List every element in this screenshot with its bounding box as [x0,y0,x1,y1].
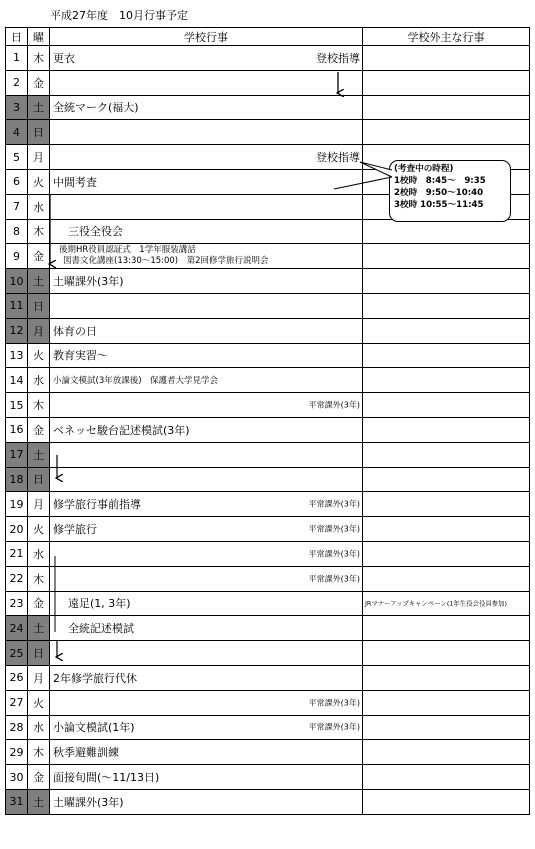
table-row [6,566,530,591]
school-event-cell [50,393,363,418]
external-event-cell [363,616,530,641]
external-event-cell [363,492,530,517]
external-event-cell [363,293,530,318]
external-event-cell [363,789,530,814]
note-text: 登校指導 [316,51,360,65]
note-text: 平常課外(3年) [308,400,360,410]
weekday-cell: 月 [28,492,50,517]
school-event-cell [50,293,363,318]
weekday-cell: 日 [28,641,50,666]
external-event-text: JRマナーアップキャンペーン(1年生役会役員参加) [365,599,508,608]
school-event-cell [50,616,363,641]
day-cell: 9 [6,244,28,269]
school-event-cell [50,95,363,120]
weekday-cell: 月 [28,145,50,170]
school-event-cell [50,46,363,71]
day-cell: 13 [6,343,28,368]
callout-line: 3校時 10:55～11:45 [394,200,484,210]
weekday-cell: 土 [28,442,50,467]
weekday-cell: 火 [28,690,50,715]
school-event-cell [50,120,363,145]
event-text: 修学旅行事前指導 [53,498,141,512]
day-cell: 23 [6,591,28,616]
day-cell: 21 [6,541,28,566]
day-cell: 29 [6,740,28,765]
school-event-cell [50,715,363,740]
weekday-cell: 金 [28,591,50,616]
table-row [6,641,530,666]
weekday-cell: 土 [28,269,50,294]
day-cell: 18 [6,467,28,492]
external-event-cell [363,318,530,343]
day-cell: 26 [6,665,28,690]
event-text: 小論文模試(3年放課後) 保護者大学見学会 [53,376,219,387]
school-event-cell [50,789,363,814]
school-event-cell [50,591,363,616]
day-cell: 28 [6,715,28,740]
external-event-cell [363,95,530,120]
day-cell: 1 [6,46,28,71]
weekday-cell: 水 [28,194,50,219]
weekday-cell: 金 [28,70,50,95]
school-event-cell [50,517,363,542]
weekday-cell: 木 [28,740,50,765]
header-weekday: 曜 [28,28,50,46]
school-event-cell [50,566,363,591]
table-row [6,120,530,145]
table-row [6,46,530,71]
callout-heading: (考査中の時程) [394,164,454,174]
note-text: 平常課外(3年) [308,574,360,584]
header-external-events: 学校外主な行事 [363,28,530,46]
school-event-cell [50,194,363,219]
event-text: 全統マーク(福大) [53,101,139,115]
table-row [6,293,530,318]
table-row [6,442,530,467]
event-text: 遠足(1, 3年) [68,597,131,611]
school-event-cell [50,541,363,566]
day-cell: 6 [6,169,28,194]
weekday-cell: 木 [28,46,50,71]
event-line: 図書文化講座(13:30～15:00) 第2回修学旅行説明会 [63,256,269,267]
school-event-cell [50,765,363,790]
external-event-cell [363,343,530,368]
event-text: 全統記述模試 [68,622,134,636]
school-event-cell [50,318,363,343]
weekday-cell: 金 [28,765,50,790]
day-cell: 4 [6,120,28,145]
school-event-cell [50,641,363,666]
schedule-table [5,27,530,815]
weekday-cell: 木 [28,393,50,418]
header-day: 日 [6,28,28,46]
external-event-cell [363,269,530,294]
table-row [6,690,530,715]
day-cell: 19 [6,492,28,517]
table-row [6,393,530,418]
day-cell: 5 [6,145,28,170]
external-event-cell [363,665,530,690]
table-row [6,740,530,765]
external-event-cell [363,368,530,393]
school-event-cell [50,740,363,765]
weekday-cell: 土 [28,789,50,814]
header-row [6,28,530,46]
external-event-cell [363,70,530,95]
school-event-cell [50,417,363,442]
external-event-cell [363,120,530,145]
day-cell: 2 [6,70,28,95]
school-event-cell [50,690,363,715]
exam-schedule-callout [389,160,511,222]
day-cell: 10 [6,269,28,294]
weekday-cell: 水 [28,541,50,566]
external-event-cell [363,467,530,492]
external-event-cell [363,393,530,418]
callout-line: 2校時 9:50～10:40 [394,188,484,198]
table-row [6,591,530,616]
day-cell: 12 [6,318,28,343]
note-text: 平常課外(3年) [308,549,360,559]
event-text: 小論文模試(1年) [53,721,135,735]
event-text: 土曜課外(3年) [53,275,124,289]
weekday-cell: 日 [28,120,50,145]
day-cell: 25 [6,641,28,666]
day-cell: 17 [6,442,28,467]
event-text: 土曜課外(3年) [53,795,124,809]
note-text: 平常課外(3年) [308,524,360,534]
weekday-cell: 木 [28,566,50,591]
table-row [6,616,530,641]
day-cell: 7 [6,194,28,219]
day-cell: 3 [6,95,28,120]
table-row [6,715,530,740]
day-cell: 31 [6,789,28,814]
weekday-cell: 月 [28,665,50,690]
day-cell: 24 [6,616,28,641]
day-cell: 27 [6,690,28,715]
page-title: 平成27年度 10月行事予定 [50,9,188,22]
table-row [6,417,530,442]
event-text: 秋季避難訓練 [53,746,119,760]
note-text: 登校指導 [316,151,360,165]
external-event-cell [363,417,530,442]
note-text: 平常課外(3年) [308,722,360,732]
table-row [6,70,530,95]
table-row [6,244,530,269]
table-row [6,789,530,814]
weekday-cell: 火 [28,343,50,368]
day-cell: 15 [6,393,28,418]
school-event-cell [50,169,363,194]
weekday-cell: 金 [28,244,50,269]
external-event-cell [363,765,530,790]
external-event-cell [363,690,530,715]
event-text: 2年修学旅行代休 [53,671,137,685]
event-text [53,245,269,267]
weekday-cell: 水 [28,368,50,393]
school-event-cell [50,467,363,492]
weekday-cell: 土 [28,616,50,641]
event-text: 教育実習～ [53,349,108,363]
table-row [6,343,530,368]
day-cell: 8 [6,219,28,244]
table-row [6,492,530,517]
event-text: 体育の日 [53,324,97,338]
weekday-cell: 水 [28,715,50,740]
external-event-cell [363,46,530,71]
event-text: 更衣 [53,51,75,65]
table-row [6,269,530,294]
weekday-cell: 日 [28,467,50,492]
table-row [6,467,530,492]
table-row [6,318,530,343]
event-line: 後期HR役員認証式 1学年服装講話 [59,245,196,256]
school-event-cell [50,442,363,467]
school-event-cell [50,269,363,294]
weekday-cell: 金 [28,417,50,442]
weekday-cell: 日 [28,293,50,318]
school-event-cell [50,492,363,517]
weekday-cell: 月 [28,318,50,343]
day-cell: 20 [6,517,28,542]
note-text: 平常課外(3年) [308,698,360,708]
weekday-cell: 火 [28,517,50,542]
school-event-cell [50,343,363,368]
table-row [6,665,530,690]
weekday-cell: 木 [28,219,50,244]
table-row [6,368,530,393]
external-event-cell [363,219,530,244]
day-cell: 11 [6,293,28,318]
event-text: 中間考査 [53,175,97,189]
day-cell: 30 [6,765,28,790]
external-event-cell [363,715,530,740]
table-row [6,95,530,120]
external-event-cell [363,517,530,542]
event-text: 三役全役会 [68,225,123,239]
external-event-cell [363,591,530,616]
school-event-cell [50,368,363,393]
school-event-cell [50,70,363,95]
event-text: ベネッセ駿台記述模試(3年) [53,423,190,437]
table-row [6,541,530,566]
external-event-cell [363,740,530,765]
external-event-cell [363,442,530,467]
school-event-cell [50,219,363,244]
table-row [6,219,530,244]
table-row [6,517,530,542]
weekday-cell: 土 [28,95,50,120]
external-event-cell [363,541,530,566]
header-school-events: 学校行事 [50,28,363,46]
day-cell: 22 [6,566,28,591]
event-text: 面接旬間(～11/13日) [53,771,160,784]
day-cell: 14 [6,368,28,393]
external-event-cell [363,566,530,591]
table-row [6,765,530,790]
external-event-cell [363,244,530,269]
note-text: 平常課外(3年) [308,499,360,509]
weekday-cell: 火 [28,169,50,194]
school-event-cell [50,145,363,170]
day-cell: 16 [6,417,28,442]
callout-line: 1校時 8:45～ 9:35 [394,176,486,186]
school-event-cell [50,665,363,690]
school-event-cell [50,244,363,269]
external-event-cell [363,641,530,666]
event-text: 修学旅行 [53,523,97,537]
